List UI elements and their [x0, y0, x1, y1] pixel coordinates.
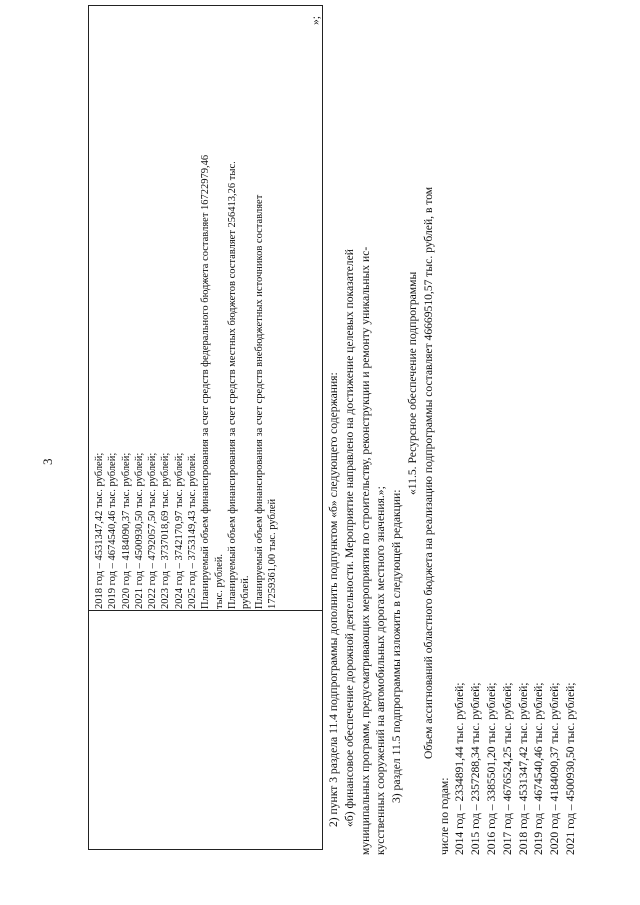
resource-table [88, 5, 323, 850]
year-line: 2019 год – 4674540,46 тыс. рублей; [532, 682, 546, 855]
table-line: тыс. рублей. [213, 553, 225, 609]
table-line: 2018 год – 4531347,42 тыс. рублей; [94, 452, 105, 609]
year-line: 2015 год – 2357288,34 тыс. рублей; [469, 682, 483, 855]
year-line: 2020 год – 4184090,37 тыс. рублей; [548, 682, 562, 855]
paragraph-line: Объем ассигнований областного бюджета на реализацию подпрограммы составляет 46669510,57 тыс. рублей, в том [421, 186, 435, 759]
table-line: Планируемый объем финансирования за счет средств федерального бюджета составляет 16722979,46 [200, 154, 212, 609]
year-line: 2018 год – 4531347,42 тыс. рублей; [516, 682, 530, 855]
table-line: 2019 год – 4674540,46 тыс. рублей; [107, 452, 119, 609]
paragraph-line: 2) пункт 3 раздела 11.4 подпрограммы дополнить подпунктом «б» следующего содержания: [327, 372, 340, 827]
closing-quote-mark: »; [309, 15, 322, 25]
paragraph-line: 3) раздел 11.5 подпрограммы изложить в следующей редакции: [390, 489, 404, 803]
year-line: 2014 год – 2334891,44 тыс. рублей; [453, 682, 467, 855]
paragraph-line: муниципальных программ, предусматривающих мероприятия по строительству, реконструкции и ремонту уникальных ис- [358, 246, 372, 855]
table-line: 2023 год – 3737018,69 тыс. рублей; [160, 452, 172, 609]
table-line: 2022 год – 4792057,50 тыс. рублей; [147, 452, 159, 609]
table-line: Планируемый объем финансирования за счет средств местных бюджетов составляет 256413,26 тыс. [226, 161, 238, 609]
year-line: 2021 год – 4500930,50 тыс. рублей; [563, 682, 577, 855]
table-left-column [89, 610, 322, 849]
table-line: Планируемый объем финансирования за счет средств внебюджетных источников составляет [253, 194, 265, 609]
body-text [326, 8, 579, 855]
table-line: 2024 год – 3742170,97 тыс. рублей; [173, 452, 185, 609]
paragraph-line: числе по годам: [437, 777, 451, 855]
paragraph-line: «б) финансовое обеспечение дорожной деятельности. Мероприятие направлено на достижение целевых показателей [342, 249, 356, 827]
section-heading: «11.5. Ресурсное обеспечение подпрограммы [405, 271, 419, 495]
paragraph-line: кусственных сооружений на автомобильных дорогах местного значения.»; [374, 486, 388, 855]
table-line: 2020 год – 4184090,37 тыс. рублей; [120, 452, 132, 609]
table-line: 17259361,00 тыс. рублей [266, 498, 278, 609]
year-line: 2016 год – 3385501,20 тыс. рублей; [484, 682, 498, 855]
page-number: 3 [40, 458, 55, 465]
table-right-column [93, 12, 279, 609]
table-line: рублей. [240, 575, 252, 609]
table-line: 2021 год – 4500930,50 тыс. рублей; [133, 452, 145, 609]
year-line: 2017 год – 4676524,25 тыс. рублей; [500, 682, 514, 855]
table-line: 2025 год – 3753149,43 тыс. рублей. [187, 453, 199, 609]
